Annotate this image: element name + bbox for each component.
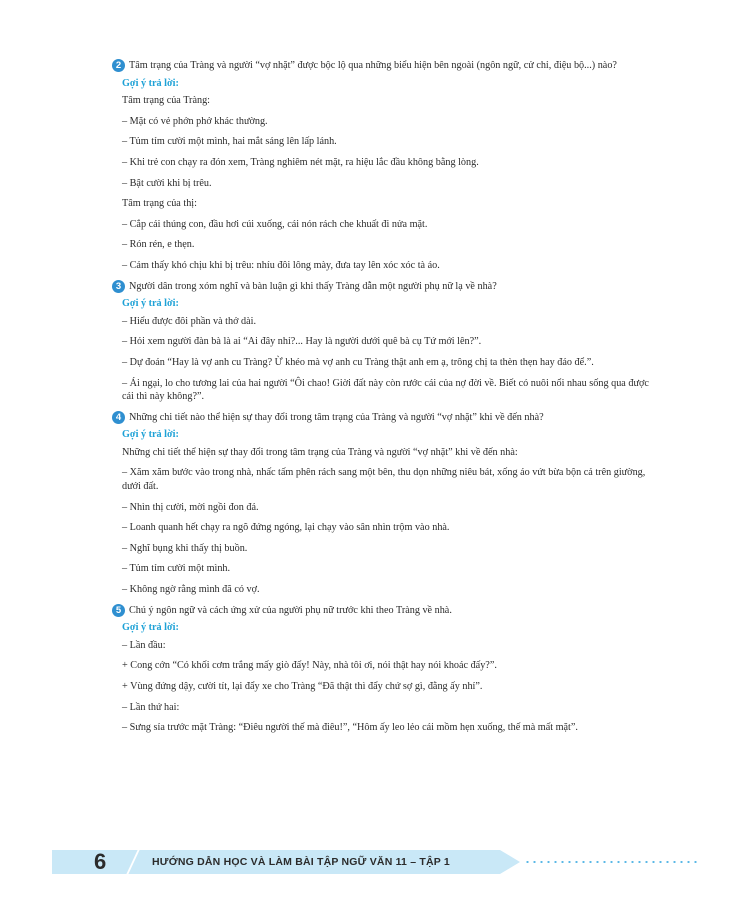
answer-line: – Không ngờ rằng mình đã có vợ.: [122, 584, 260, 596]
answer-line: – Ái ngại, lo cho tương lai của hai người “Ôi chao! Giời đất này còn rước cái của nợ đời về. Biết có nuôi nổi nhau sống qua được cái thì này không?”.: [122, 377, 649, 403]
answer-line: – Rón rén, e thẹn.: [122, 239, 195, 251]
answer-line: – Nghĩ bụng khi thấy thị buồn.: [122, 542, 248, 554]
answer-line: Những chi tiết thể hiện sự thay đổi trong tâm trạng của Tràng và người “vợ nhặt” khi về đến nhà:: [122, 446, 518, 458]
question-text: Những chi tiết nào thể hiện sự thay đổi trong tâm trạng của Tràng và người “vợ nhặt” khi về đến nhà?: [129, 411, 544, 423]
answer-line: – Lần đầu:: [122, 639, 166, 651]
footer-arrow: [500, 850, 520, 874]
answer-line: + Cong cớn “Có khối cơm trắng mấy giò đấy! Này, nhà tôi ơi, nói thật hay nói khoác đấy?”.: [122, 660, 497, 672]
answer-hint-label: Gợi ý trả lời:: [122, 298, 179, 310]
footer-dotted-line: [524, 861, 700, 863]
answer-hint-label: Gợi ý trả lời:: [122, 622, 179, 634]
answer-line: – Lần thứ hai:: [122, 701, 180, 713]
answer-line: – Tủm tỉm cười một mình, hai mắt sáng lên lấp lánh.: [122, 136, 337, 148]
answer-line: – Cắp cái thúng con, đầu hơi cúi xuống, cái nón rách che khuất đi nửa mặt.: [122, 218, 428, 230]
answer-line: – Hỏi xem người đàn bà là ai “Ai đây nhỉ?... Hay là người dưới quê bà cụ Tứ mới lên?”.: [122, 336, 482, 348]
answer-3: [112, 315, 652, 404]
answer-hint-label: Gợi ý trả lời:: [122, 429, 179, 441]
answer-2: [112, 94, 652, 272]
answer-line: + Vùng đứng dậy, cười tít, lại đẩy xe cho Tràng “Đã thật thì đẩy chứ sợ gì, đằng ấy nhỉ”.: [122, 681, 483, 692]
answer-line: – Hiểu được đôi phần và thở dài.: [122, 315, 256, 327]
answer-line: – Khi trẻ con chạy ra đón xem, Tràng nghiêm nét mặt, ra hiệu lắc đầu không bằng lòng.: [122, 156, 479, 168]
page-content: [112, 59, 652, 742]
answer-line: – Xăm xăm bước vào trong nhà, nhấc tấm phên rách sang một bên, thu dọn những niêu bát, xống áo vứt bừa bộn cả trên giường, dưới đất.: [122, 467, 646, 493]
answer-line: Tâm trạng của Tràng:: [122, 95, 210, 107]
answer-hint-label: Gợi ý trả lời:: [122, 77, 179, 89]
question-text: Người dân trong xóm nghĩ và bàn luận gì khi thấy Tràng dẫn một người phụ nữ lạ về nhà?: [129, 280, 497, 292]
page-number: 6: [94, 849, 107, 874]
footer-book-title: HƯỚNG DẪN HỌC VÀ LÀM BÀI TẬP NGỮ VĂN 11 – TẬP 1: [152, 856, 450, 868]
answer-5: [112, 639, 652, 735]
question-number-badge: 4: [112, 411, 125, 424]
question-number-badge: 5: [112, 604, 125, 617]
answer-line: – Mặt có vẻ phớn phở khác thường.: [122, 115, 268, 127]
page-footer: [52, 846, 700, 876]
answer-line: – Bật cười khi bị trêu.: [122, 177, 212, 189]
question-5: [112, 604, 652, 618]
question-text: Tâm trạng của Tràng và người “vợ nhặt” được bộc lộ qua những biểu hiện bên ngoài (ngôn ngữ, cử chỉ, điệu bộ...) nào?: [129, 60, 617, 71]
answer-4: [112, 446, 652, 597]
answer-line: Tâm trạng của thị:: [122, 198, 197, 210]
answer-line: – Nhìn thị cười, mời ngồi đon đả.: [122, 501, 259, 513]
answer-line: – Tủm tỉm cười một mình.: [122, 563, 231, 575]
answer-line: – Cảm thấy khó chịu khi bị trêu: nhíu đôi lông mày, đưa tay lên xóc xóc tà áo.: [122, 259, 440, 271]
answer-line: – Dự đoán “Hay là vợ anh cu Tràng? Ừ khéo mà vợ anh cu Tràng thật anh em ạ, trông chị ta thèn thẹn hay đáo để.”.: [122, 356, 594, 368]
question-4: [112, 411, 652, 425]
answer-line: – Sưng sỉa trước mặt Tràng: “Điêu người thế mà điêu!”, “Hôm ấy leo lẻo cái mồm hẹn xuống, thế mà mất mặt”.: [122, 722, 578, 734]
question-number-badge: 3: [112, 280, 125, 293]
question-number-badge: 2: [112, 59, 125, 72]
question-text: Chú ý ngôn ngữ và cách ứng xử của người phụ nữ trước khi theo Tràng về nhà.: [129, 604, 452, 616]
question-2: [112, 59, 652, 73]
question-3: [112, 280, 652, 294]
answer-line: – Loanh quanh hết chạy ra ngõ đứng ngóng, lại chạy vào sân nhìn trộm vào nhà.: [122, 522, 450, 534]
